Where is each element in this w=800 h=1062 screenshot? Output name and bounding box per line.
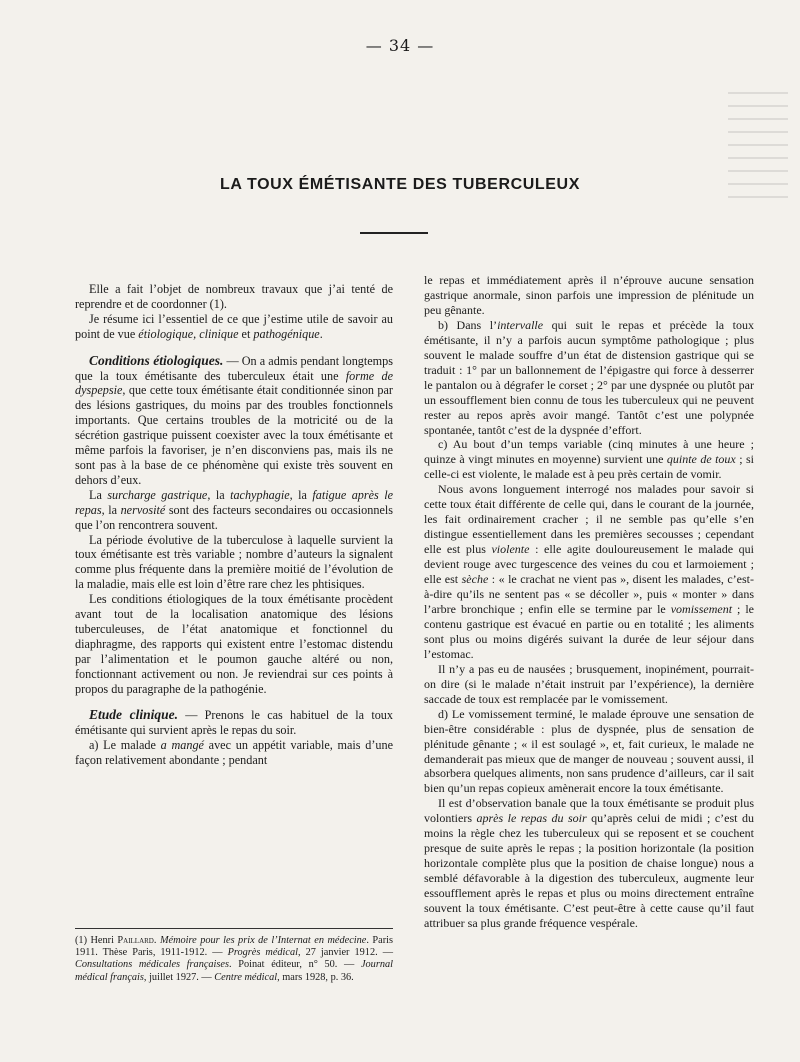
right-paragraph-6: d) Le vomissement terminé, le malade éprouve une sensation de bien-être considérable : plus de dyspnée, plus de sensation de plénitude gênante ; « il est soulagé », et, fait curieux, le malade ne demanderait pas mieux que de manger de nouveau ; souvent aussi, il absorbera quelques aliments, non sans prudence d’ailleurs, car il sait bien qu’un repas copieux amènerait encore la toux émétisante. [424,706,754,796]
right-paragraph-1: le repas et immédiatement après il n’éprouve aucune sensation gastrique anormale, sinon parfois une impression de plénitude un peu gênante. [424,273,754,317]
page-number: — 34 — [365,36,435,55]
clinique-paragraph-1: Etude clinique. — Prenons le cas habituel de la toux émétisante qui survient après le repas du soir. [75,707,393,738]
right-paragraph-5: Il n’y a pas eu de nausées ; brusquement, inopinément, pourrait-on dire (si le malade n’était instruit par l’expérience), la dernière saccade de toux est remplacée par le vomissement. [424,661,754,706]
right-column [424,273,754,931]
title-rule [360,232,428,234]
footnote-rule [75,928,393,929]
intro-paragraph-1: Elle a fait l’objet de nombreux travaux que j’ai tenté de reprendre et de coordonner (1). [75,282,393,311]
right-paragraph-3: c) Au bout d’un temps variable (cinq minutes à une heure ; quinze à vingt minutes en moyenne) survient une quinte de toux ; si celle-ci est violente, le malade est à peu près certain de vomir. [424,437,755,482]
conditions-paragraph-3: La période évolutive de la tuberculose à laquelle survient la toux émétisante est très variable ; nombre d’auteurs la signalent comme plus fréquente dans la première moitié de l’évolution de la maladie, mais elle est loin d’être rare chez les phtisiques. [75,532,393,592]
conditions-paragraph-1: Conditions étiologiques. — On a admis pendant longtemps que la toux émétisante des tuberculeux était une forme de dyspepsie, que cette toux émétisante était conditionnée sinon par des lésions gastriques, du moins par des troubles fonctionnels importants. Que certains troubles de la motricité ou de la sécrétion gastrique puissent coexister avec la toux émétisante et même parfois la favoriser, je n’en disconviens pas, mais ils ne sont pas à la base de ce phénomène qui existe très souvent en dehors d’eux. [75,352,393,487]
footnote [75,935,393,984]
conditions-paragraph-4: Les conditions étiologiques de la toux émétisante procèdent avant tout de la localisation anatomique des lésions tuberculeuses, de l’état anatomique et fonctionnel du diaphragme, des rapports qui existent entre l’estomac distendu par l’alimentation et le poumon gauche altéré ou non, fonctionnant activement ou non. Je reviendrai sur ces points à propos du paragraphe de la pathogénie. [75,592,393,696]
clinique-paragraph-2: a) Le malade a mangé avec un appétit variable, mais d’une façon relativement abondante ; pendant [75,738,393,768]
right-paragraph-4: Nous avons longuement interrogé nos malades pour savoir si cette toux était différente de celle qui, dans le courant de la journée, les fait ordinairement cracher ; il ne semble pas qu’elle s’en distingue essentiellement dans les premières secousses ; cependant elle est plus violente : elle agite douloureusement le malade qui devient rouge avec turgescence des veines du cou et larmoiement ; elle est sèche : « le crachat ne vient pas », disent les malades, c’est-à-dire qu’ils ne sentent pas « se décoller », puis « monter » dans l’arbre bronchique ; enfin elle se termine par le vomissement ; le contenu gastrique est évacué en partie ou en totalité ; les aliments sont plus ou moins digérés suivant la durée de leur séjour dans l’estomac. [424,482,754,661]
intro-paragraph-2: Je résume ici l’essentiel de ce que j’estime utile de savoir au point de vue étiologique, clinique et pathogénique. [75,311,393,341]
article-title: LA TOUX ÉMÉTISANTE DES TUBERCULEUX [220,176,580,193]
right-paragraph-7: Il est d’observation banale que la toux émétisante se produit plus volontiers après le repas du soir qu’après celui de midi ; c’est du moins la règle chez les tuberculeux qui se reposent et se couchent presque de suite après le repas ; la position horizontale (la position horizontale complète plus que la position de chaise longue) nous a semblé défavorable à la digestion des tuberculeux, augmente leur essoufflement après le repas et plus ou moins directement entraîne souvent la toux émétisante. C’est peut-être à cette cause qu’il faut attribuer sa plus grande fréquence vespérale. [424,796,754,930]
right-paragraph-2: b) Dans l’intervalle qui suit le repas et précède la toux émétisante, il n’y a parfois aucun symptôme pathologique ; plus souvent le malade souffre d’un état de distension gastrique qui se traduit : 1° par un ballonnement de l’épigastre qui force à desserrer le pantalon ou à dégrafer le corset ; 2° par une dyspnée ou plutôt par un essoufflement bien connu de tous les tuberculeux qui ne peuvent rester au repos après avoir mangé. Tantôt c’est une polypnée spontanée, tantôt c’est de la dyspnée d’effort. [424,317,754,437]
footnote-text: (1) Henri Paillard. Mémoire pour les prix de l’Internat en médecine. Paris 1911. Thèse Paris, 1911-1912. — Progrès médical, 27 janvier 1912. — Consultations médicales françaises. Poinat éditeur, n° 50. — Journal médical français, juillet 1927. — Centre médical, mars 1928, p. 36. [75,935,393,983]
left-column [75,282,393,768]
conditions-heading: Conditions étiologiques. [89,352,224,368]
conditions-paragraph-2: La surcharge gastrique, la tachyphagie, la fatigue après le repas, la nervosité sont des facteurs secondaires ou occasionnels que l’on rencontrera souvent. [75,487,394,532]
clinique-heading: Etude clinique. [89,707,178,723]
